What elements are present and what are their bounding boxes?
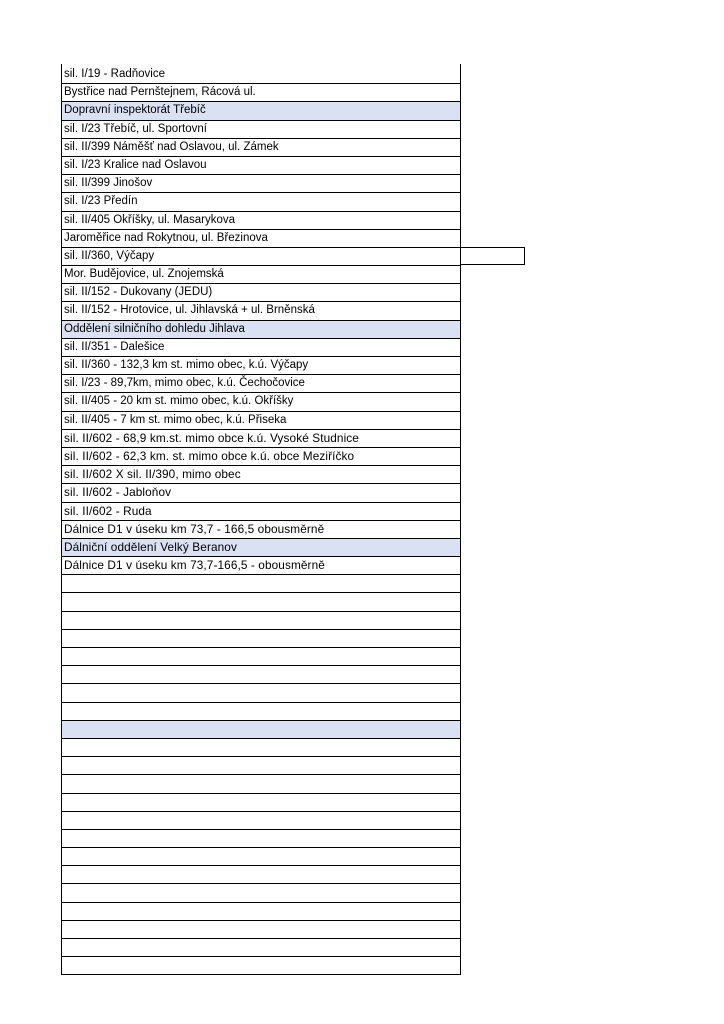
row-text: sil. II/405 Okříšky, ul. Masarykova — [64, 213, 236, 226]
spreadsheet-table — [61, 64, 461, 975]
section-header-text: Dálniční oddělení Velký Beranov — [64, 539, 237, 554]
table-row — [61, 484, 461, 502]
table-row — [61, 612, 461, 630]
table-row — [61, 921, 461, 939]
row-text: Bystřice nad Pernštejnem, Rácová ul. — [64, 86, 256, 99]
row-text: sil. II/405 - 20 km st. mimo obec, k.ú. Okříšky — [64, 395, 294, 408]
row-text: Jaroměřice nad Rokytnou, ul. Březinova — [64, 231, 268, 244]
row-text: sil. II/360, Výčapy — [64, 249, 155, 262]
table-row — [61, 593, 461, 611]
row-text: sil. II/152 - Dukovany (JEDU) — [64, 286, 213, 299]
table-row — [61, 739, 461, 757]
table-row — [61, 284, 461, 302]
table-row — [61, 884, 461, 902]
section-header-row — [61, 539, 461, 557]
row-text: sil. II/405 - 7 km st. mimo obec, k.ú. Přiseka — [64, 413, 287, 426]
table-row — [61, 794, 461, 812]
table-row — [61, 957, 461, 975]
table-row — [61, 157, 461, 175]
table-body — [61, 66, 461, 975]
table-row — [61, 139, 461, 157]
row-text: sil. I/23 Kralice nad Oslavou — [64, 158, 207, 171]
row-text: sil. I/23 Předín — [64, 195, 138, 208]
table-row — [61, 557, 461, 575]
table-row — [61, 230, 461, 248]
table-row — [61, 84, 461, 102]
table-row — [61, 903, 461, 921]
section-header-row — [61, 721, 461, 739]
row-text: sil. II/602 - 68,9 km.st. mimo obce k.ú. Vysoké Studnice — [64, 430, 359, 445]
row-text: sil. II/152 - Hrotovice, ul. Jihlavská + ul. Brněnská — [64, 304, 315, 317]
row-text: sil. I/23 - 89,7km, mimo obec, k.ú. Čechočovice — [64, 377, 305, 390]
table-row — [61, 630, 461, 648]
table-row — [61, 66, 461, 84]
section-header-row — [61, 102, 461, 120]
table-row — [61, 866, 461, 884]
table-row — [61, 939, 461, 957]
table-row — [61, 266, 461, 284]
table-row — [61, 357, 461, 375]
table-row — [61, 466, 461, 484]
table-row — [61, 703, 461, 721]
table-row — [61, 193, 461, 211]
table-row — [61, 212, 461, 230]
table-row — [61, 666, 461, 684]
section-header-text: Oddělení silničního dohledu Jihlava — [64, 322, 245, 335]
row-text: sil. II/399 Jinošov — [64, 177, 153, 190]
table-row — [61, 339, 461, 357]
adjacent-cell — [461, 247, 525, 265]
row-text: sil. II/602 - Jabloňov — [64, 485, 172, 500]
table-row — [61, 757, 461, 775]
row-text: sil. I/19 - Radňovice — [64, 68, 165, 80]
table-row — [61, 684, 461, 702]
section-header-text: Dopravní inspektorát Třebíč — [64, 104, 206, 117]
row-text: sil. II/602 - 62,3 km. st. mimo obce k.ú. obce Meziříčko — [64, 448, 355, 463]
row-text: Dálnice D1 v úseku km 73,7-166,5 - obousměrně — [64, 558, 325, 573]
table-row — [61, 393, 461, 411]
table-row — [61, 812, 461, 830]
table-row — [61, 121, 461, 139]
table-row — [61, 521, 461, 539]
table-row — [61, 775, 461, 793]
table-row — [61, 575, 461, 593]
row-text: sil. II/602 X sil. II/390, mimo obec — [64, 467, 241, 482]
table-row — [61, 302, 461, 320]
row-text: sil. II/602 - Ruda — [64, 503, 152, 518]
table-row — [61, 412, 461, 430]
table-row — [61, 430, 461, 448]
table-row — [61, 830, 461, 848]
row-text: sil. I/23 Třebíč, ul. Sportovní — [64, 122, 207, 135]
section-header-row — [61, 321, 461, 339]
table-row — [61, 503, 461, 521]
table-row — [61, 375, 461, 393]
table-row — [61, 175, 461, 193]
row-text: sil. II/351 - Dalešice — [64, 340, 165, 353]
row-text: Mor. Budějovice, ul. Znojemská — [64, 268, 224, 281]
row-text: sil. II/360 - 132,3 km st. mimo obec, k.ú. Výčapy — [64, 359, 309, 371]
table-row — [61, 448, 461, 466]
row-text: sil. II/399 Náměšť nad Oslavou, ul. Zámek — [64, 140, 279, 153]
table-row — [61, 848, 461, 866]
table-row — [61, 648, 461, 666]
table-row — [61, 248, 461, 266]
row-text: Dálnice D1 v úseku km 73,7 - 166,5 obousměrně — [64, 521, 325, 536]
